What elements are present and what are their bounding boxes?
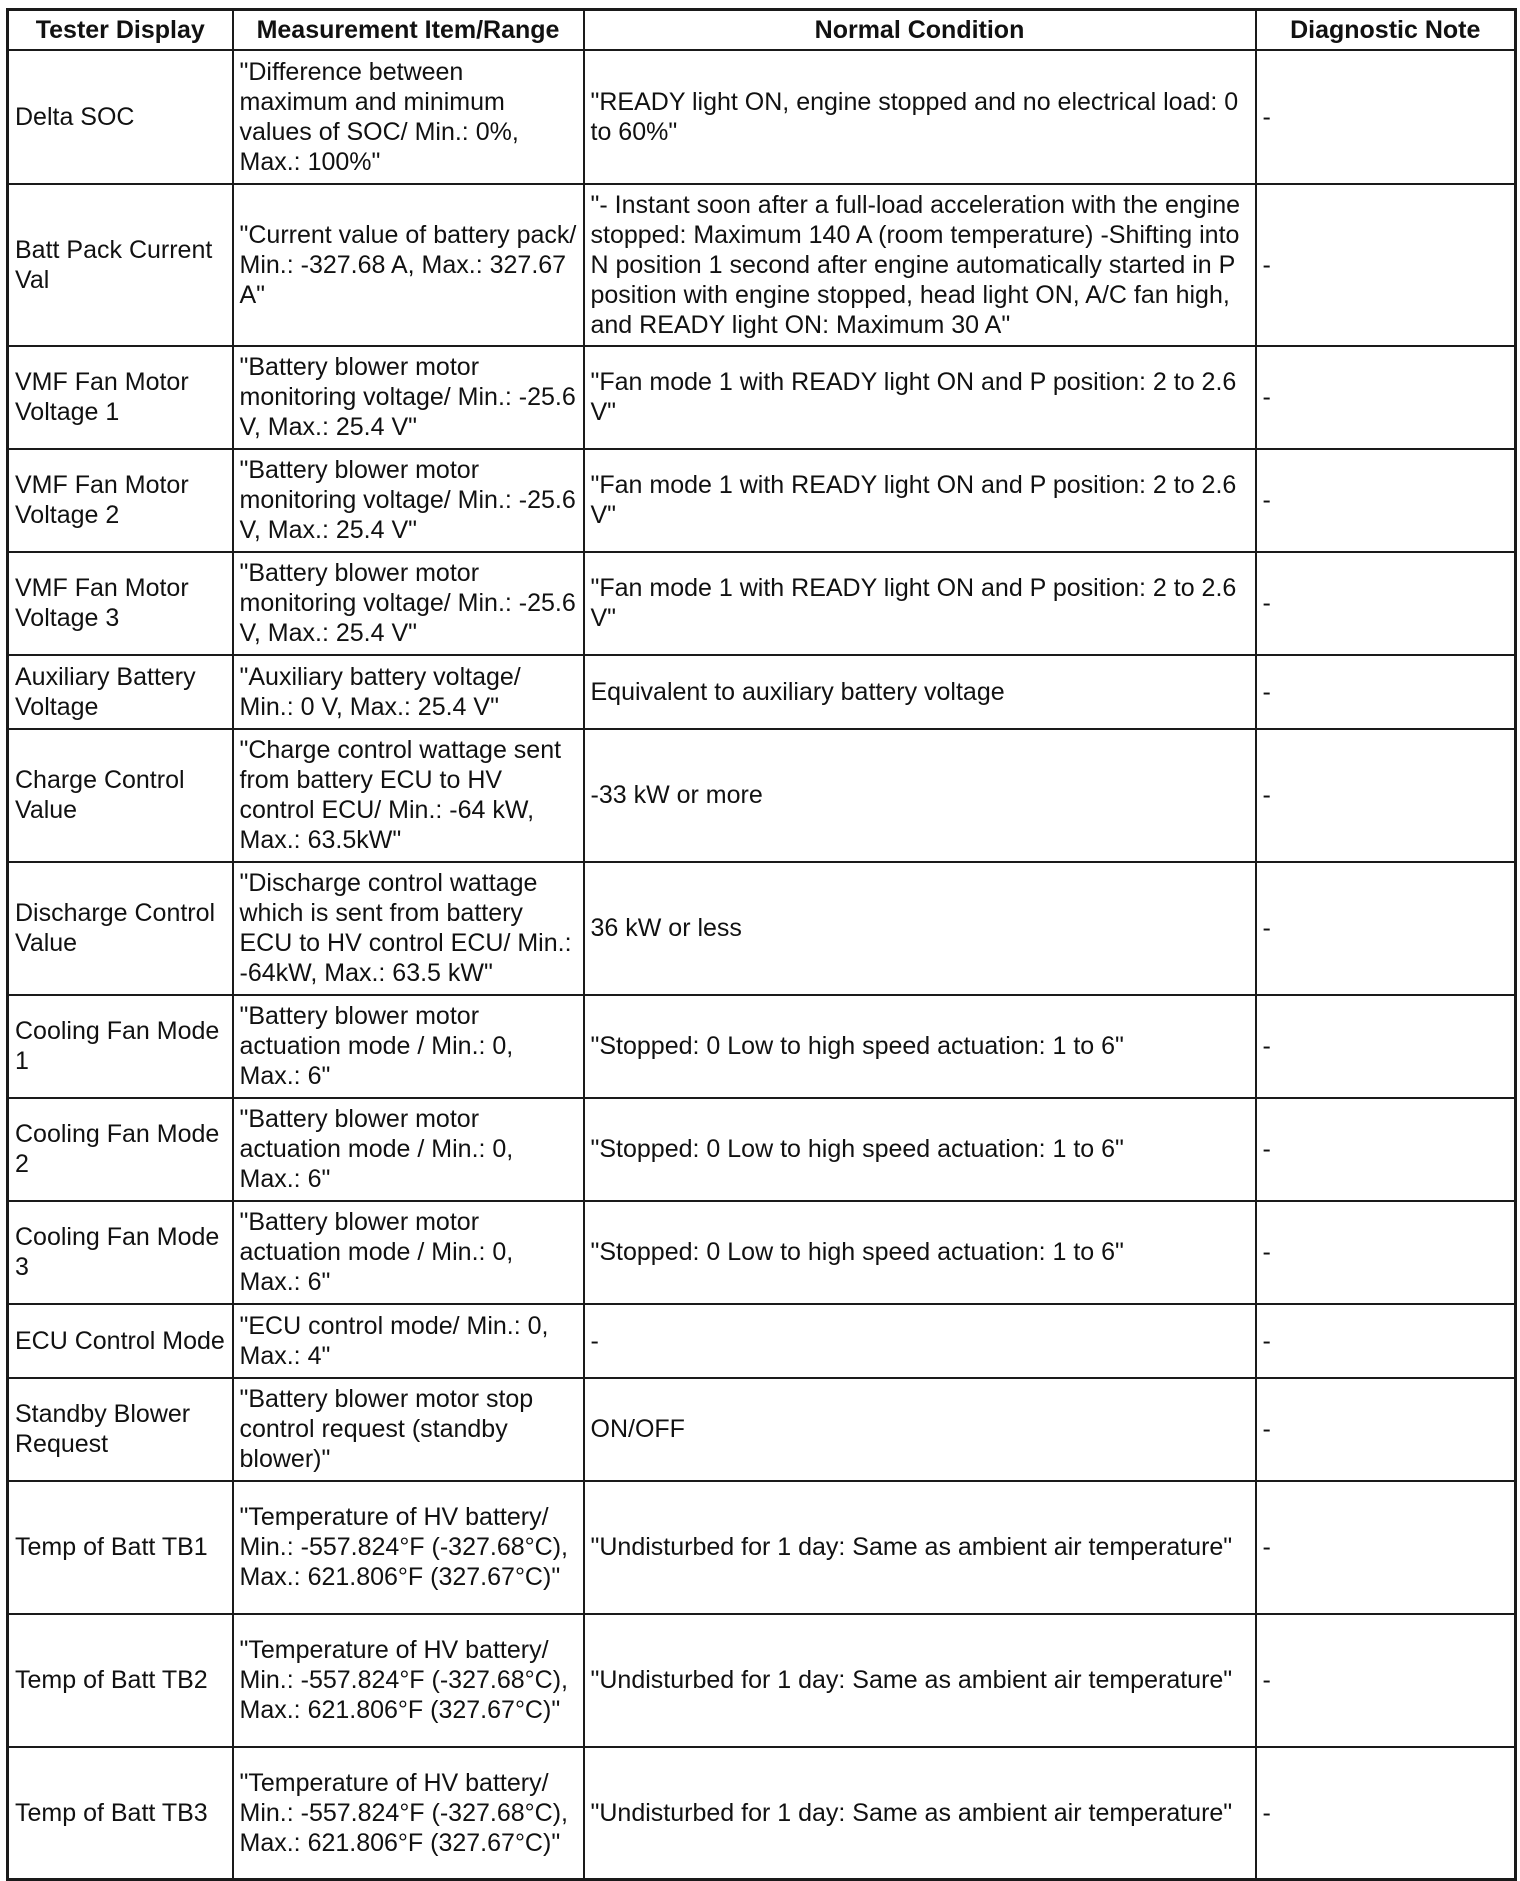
- measurement-range-cell: "Difference between maximum and minimum values of SOC/ Min.: 0%, Max.: 100%": [233, 50, 584, 184]
- diagnostic-note-cell: -: [1256, 1614, 1516, 1747]
- measurement-range-cell: "Battery blower motor actuation mode / Min.: 0, Max.: 6": [233, 1098, 584, 1201]
- normal-condition-cell: "Fan mode 1 with READY light ON and P position: 2 to 2.6 V": [584, 552, 1256, 655]
- diagnostic-note-cell: -: [1256, 184, 1516, 346]
- tester-display-cell: VMF Fan Motor Voltage 3: [8, 552, 233, 655]
- normal-condition-cell: "- Instant soon after a full-load acceleration with the engine stopped: Maximum 140 A (room temperature) -Shifting into N position 1 second after engine automatically started in P position with engine stopped, head light ON, A/C fan high, and READY light ON: Maximum 30 A": [584, 184, 1256, 346]
- diagnostic-note-cell: -: [1256, 449, 1516, 552]
- table-row: [8, 1747, 1516, 1880]
- diagnostic-note-cell: -: [1256, 1201, 1516, 1304]
- normal-condition-cell: ON/OFF: [584, 1378, 1256, 1481]
- tester-display-cell: Batt Pack Current Val: [8, 184, 233, 346]
- measurement-range-cell: "Battery blower motor stop control request (standby blower)": [233, 1378, 584, 1481]
- measurement-range-cell: "Battery blower motor actuation mode / Min.: 0, Max.: 6": [233, 1201, 584, 1304]
- diagnostic-note-cell: -: [1256, 1098, 1516, 1201]
- table-row: [8, 1378, 1516, 1481]
- measurement-range-cell: "Battery blower motor actuation mode / Min.: 0, Max.: 6": [233, 995, 584, 1098]
- table-row: [8, 1614, 1516, 1747]
- diagnostic-note-cell: -: [1256, 346, 1516, 449]
- table-row: [8, 552, 1516, 655]
- diagnostic-note-cell: -: [1256, 1378, 1516, 1481]
- normal-condition-cell: "READY light ON, engine stopped and no electrical load: 0 to 60%": [584, 50, 1256, 184]
- tester-display-cell: Auxiliary Battery Voltage: [8, 655, 233, 729]
- tester-display-cell: Discharge Control Value: [8, 862, 233, 995]
- table-row: [8, 346, 1516, 449]
- tester-display-cell: VMF Fan Motor Voltage 1: [8, 346, 233, 449]
- measurement-range-cell: "Temperature of HV battery/ Min.: -557.824°F (-327.68°C), Max.: 621.806°F (327.67°C)": [233, 1481, 584, 1614]
- tester-display-cell: Charge Control Value: [8, 729, 233, 862]
- diagnostic-note-cell: -: [1256, 729, 1516, 862]
- measurement-range-cell: "Temperature of HV battery/ Min.: -557.824°F (-327.68°C), Max.: 621.806°F (327.67°C)": [233, 1614, 584, 1747]
- diagnostic-note-cell: -: [1256, 552, 1516, 655]
- normal-condition-cell: 36 kW or less: [584, 862, 1256, 995]
- table-row: [8, 995, 1516, 1098]
- normal-condition-cell: "Undisturbed for 1 day: Same as ambient air temperature": [584, 1614, 1256, 1747]
- table-row: [8, 1481, 1516, 1614]
- tester-display-cell: Delta SOC: [8, 50, 233, 184]
- normal-condition-cell: "Fan mode 1 with READY light ON and P position: 2 to 2.6 V": [584, 449, 1256, 552]
- table-row: [8, 449, 1516, 552]
- diagnostic-note-cell: -: [1256, 862, 1516, 995]
- measurement-range-cell: "Battery blower motor monitoring voltage/ Min.: -25.6 V, Max.: 25.4 V": [233, 449, 584, 552]
- measurement-range-cell: "Temperature of HV battery/ Min.: -557.824°F (-327.68°C), Max.: 621.806°F (327.67°C)": [233, 1747, 584, 1880]
- measurement-range-cell: "Discharge control wattage which is sent from battery ECU to HV control ECU/ Min.: -64kW, Max.: 63.5 kW": [233, 862, 584, 995]
- header-normal-condition: Normal Condition: [584, 10, 1256, 50]
- normal-condition-cell: "Stopped: 0 Low to high speed actuation: 1 to 6": [584, 1098, 1256, 1201]
- tester-display-cell: Cooling Fan Mode 2: [8, 1098, 233, 1201]
- measurement-range-cell: "ECU control mode/ Min.: 0, Max.: 4": [233, 1304, 584, 1378]
- table-row: [8, 1201, 1516, 1304]
- normal-condition-cell: "Fan mode 1 with READY light ON and P position: 2 to 2.6 V": [584, 346, 1256, 449]
- diagnostic-note-cell: -: [1256, 1304, 1516, 1378]
- diagnostic-note-cell: -: [1256, 995, 1516, 1098]
- diagnostic-note-cell: -: [1256, 1481, 1516, 1614]
- table-row: [8, 655, 1516, 729]
- tester-display-cell: ECU Control Mode: [8, 1304, 233, 1378]
- table-row: [8, 1304, 1516, 1378]
- normal-condition-cell: "Stopped: 0 Low to high speed actuation: 1 to 6": [584, 995, 1256, 1098]
- normal-condition-cell: -33 kW or more: [584, 729, 1256, 862]
- header-measurement-item: Measurement Item/Range: [233, 10, 584, 50]
- measurement-range-cell: "Battery blower motor monitoring voltage/ Min.: -25.6 V, Max.: 25.4 V": [233, 346, 584, 449]
- normal-condition-cell: Equivalent to auxiliary battery voltage: [584, 655, 1256, 729]
- tester-display-cell: Temp of Batt TB2: [8, 1614, 233, 1747]
- tester-display-cell: VMF Fan Motor Voltage 2: [8, 449, 233, 552]
- tester-display-cell: Temp of Batt TB3: [8, 1747, 233, 1880]
- measurement-range-cell: "Battery blower motor monitoring voltage/ Min.: -25.6 V, Max.: 25.4 V": [233, 552, 584, 655]
- normal-condition-cell: "Undisturbed for 1 day: Same as ambient air temperature": [584, 1481, 1256, 1614]
- normal-condition-cell: -: [584, 1304, 1256, 1378]
- measurement-range-cell: "Current value of battery pack/ Min.: -327.68 A, Max.: 327.67 A": [233, 184, 584, 346]
- normal-condition-cell: "Stopped: 0 Low to high speed actuation: 1 to 6": [584, 1201, 1256, 1304]
- table-row: [8, 50, 1516, 184]
- data-list-table: [6, 8, 1517, 1881]
- diagnostic-note-cell: -: [1256, 50, 1516, 184]
- diagnostic-note-cell: -: [1256, 655, 1516, 729]
- measurement-range-cell: "Charge control wattage sent from battery ECU to HV control ECU/ Min.: -64 kW, Max.: 63.5kW": [233, 729, 584, 862]
- tester-display-cell: Cooling Fan Mode 3: [8, 1201, 233, 1304]
- tester-display-cell: Standby Blower Request: [8, 1378, 233, 1481]
- measurement-range-cell: "Auxiliary battery voltage/ Min.: 0 V, Max.: 25.4 V": [233, 655, 584, 729]
- tester-display-cell: Cooling Fan Mode 1: [8, 995, 233, 1098]
- table-row: [8, 1098, 1516, 1201]
- table-row: [8, 862, 1516, 995]
- header-diagnostic-note: Diagnostic Note: [1256, 10, 1516, 50]
- header-tester-display: Tester Display: [8, 10, 233, 50]
- header-row: [8, 10, 1516, 50]
- table-row: [8, 184, 1516, 346]
- normal-condition-cell: "Undisturbed for 1 day: Same as ambient air temperature": [584, 1747, 1256, 1880]
- diagnostic-note-cell: -: [1256, 1747, 1516, 1880]
- tester-display-cell: Temp of Batt TB1: [8, 1481, 233, 1614]
- table-row: [8, 729, 1516, 862]
